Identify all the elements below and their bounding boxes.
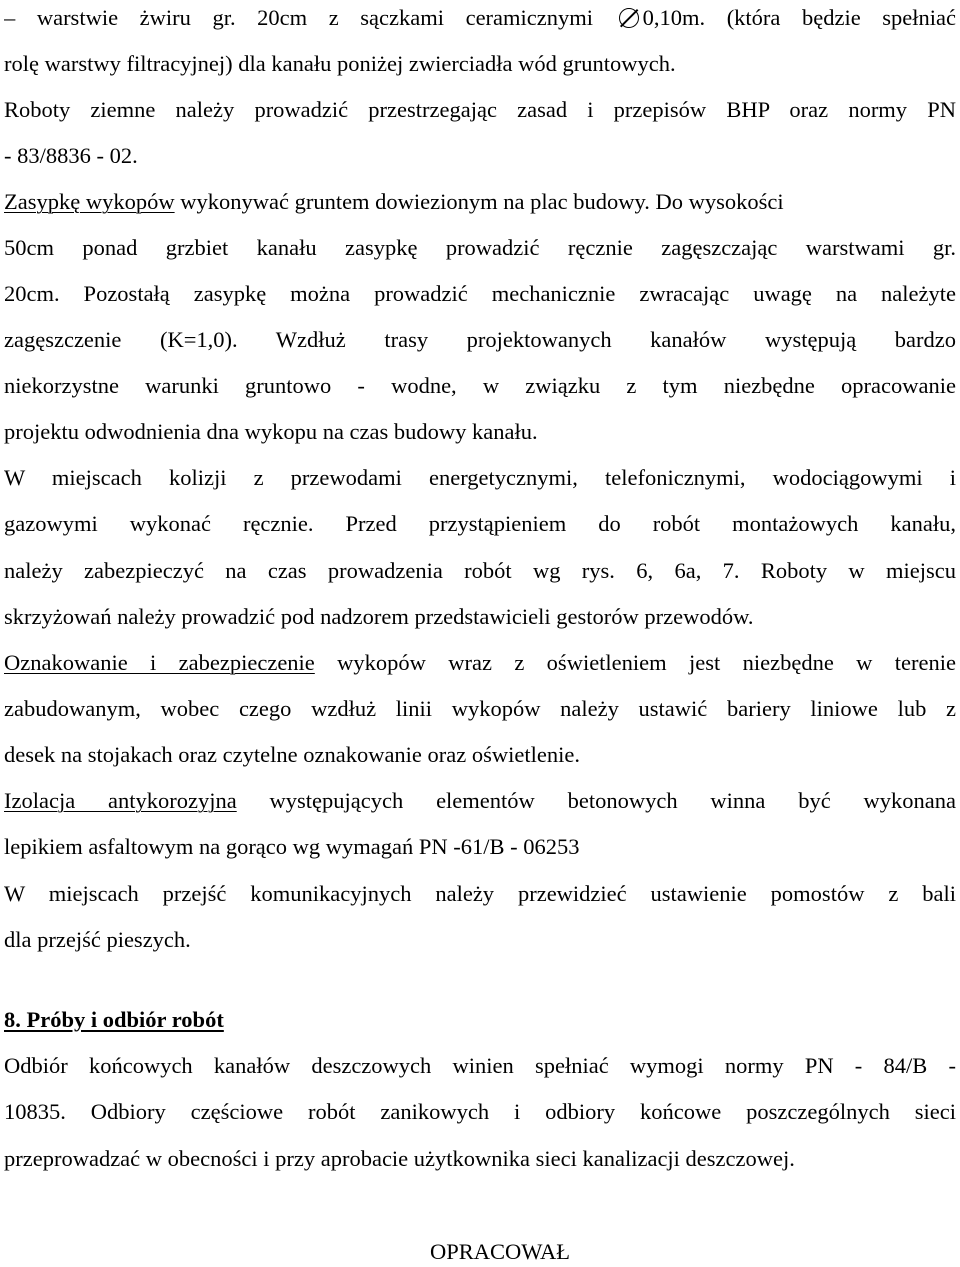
text-segment: 50cm ponad grzbiet kanału zasypkę prowadzić ręcznie zagęszczając warstwami gr. <box>4 235 956 260</box>
text-line: przeprowadzać w obecności i przy aprobacie użytkownika sieci kanalizacji deszczowej. <box>4 1146 795 1171</box>
text-line <box>4 371 956 401</box>
text-line <box>4 556 956 586</box>
text-line: skrzyżowań należy prowadzić pod nadzorem przedstawicieli gestorów przewodów. <box>4 604 754 629</box>
text-segment: W miejscach przejść komunikacyjnych należy przewidzieć ustawienie pomostów z bali <box>4 881 956 906</box>
text-segment: niekorzystne warunki gruntowo - wodne, w związku z tym niezbędne opracowanie <box>4 373 956 398</box>
text-line <box>4 879 956 909</box>
text-segment: wykonywać gruntem dowiezionym na plac budowy. Do wysokości <box>174 189 784 214</box>
text-line: projektu odwodnienia dna wykopu na czas budowy kanału. <box>4 419 538 444</box>
text-segment: zagęszczenie (K=1,0). Wzdłuż trasy projektowanych kanałów występują bardzo <box>4 327 956 352</box>
text-line <box>4 1051 956 1081</box>
signature-label: OPRACOWAŁ <box>429 1239 570 1264</box>
text-line: dla przejść pieszych. <box>4 927 191 952</box>
section-heading <box>4 1005 956 1035</box>
text-line <box>4 786 956 816</box>
text-segment: Izolacja antykorozyjna występujących elementów betonowych winna być wykonana <box>4 788 956 813</box>
text-line <box>4 694 956 724</box>
text-line: lepikiem asfaltowym na gorąco wg wymagań PN -61/B - 06253 <box>4 834 580 859</box>
text-line <box>4 1097 956 1127</box>
underlined-term: Oznakowanie i zabezpieczenie <box>4 650 315 675</box>
text-line <box>4 325 956 355</box>
text-line: - 83/8836 - 02. <box>4 143 138 168</box>
underlined-term: Zasypkę wykopów <box>4 189 175 214</box>
text-line <box>4 95 956 125</box>
text-line <box>4 463 956 493</box>
text-segment: Oznakowanie i zabezpieczenie wykopów wraz z oświetleniem jest niezbędne w terenie <box>4 650 956 675</box>
text-line <box>4 509 956 539</box>
text-line <box>4 187 956 217</box>
text-segment: 10835. Odbiory częściowe robót zanikowych i odbiory końcowe poszczególnych sieci <box>4 1099 956 1124</box>
text-line <box>4 233 956 263</box>
text-line: rolę warstwy filtracyjnej) dla kanału poniżej zwierciadła wód gruntowych. <box>4 51 676 76</box>
underlined-term: Izolacja antykorozyjna <box>4 788 237 813</box>
text-segment: Roboty ziemne należy prowadzić przestrzegając zasad i przepisów BHP oraz normy PN <box>4 97 956 122</box>
text-line <box>4 279 956 309</box>
text-segment: 20cm. Pozostałą zasypkę można prowadzić mechanicznie zwracając uwagę na należyte <box>4 281 956 306</box>
section-heading-text: 8. Próby i odbiór robót <box>4 1007 224 1032</box>
text-line: desek na stojakach oraz czytelne oznakowanie oraz oświetlenie. <box>4 742 580 767</box>
diameter-icon <box>619 8 639 28</box>
text-line <box>4 3 956 33</box>
text-segment: gazowymi wykonać ręcznie. Przed przystąpieniem do robót montażowych kanału, <box>4 511 956 536</box>
text-segment: – warstwie żwiru gr. 20cm z sączkami ceramicznymi 0,10m. (która będzie spełniać <box>4 5 956 30</box>
text-line <box>4 648 956 678</box>
text-segment: Odbiór końcowych kanałów deszczowych winien spełniać wymogi normy PN - 84/B - <box>4 1053 956 1078</box>
text-segment: zabudowanym, wobec czego wzdłuż linii wykopów należy ustawić bariery liniowe lub z <box>4 696 956 721</box>
text-segment: W miejscach kolizji z przewodami energetycznymi, telefonicznymi, wodociągowymi i <box>4 465 956 490</box>
text-segment: należy zabezpieczyć na czas prowadzenia robót wg rys. 6, 6a, 7. Roboty w miejscu <box>4 558 956 583</box>
